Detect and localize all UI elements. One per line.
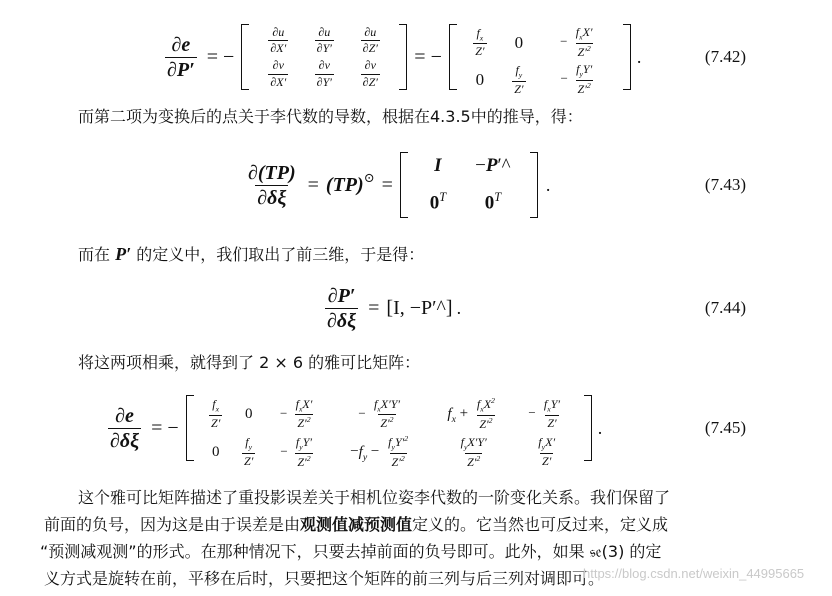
paragraph-4-line-4: 义方式是旋转在前，平移在后时，只要把这个矩阵的前三列与后三列对调即可。 <box>44 569 605 588</box>
eq743-lhs: $\frac{\partial(TP)}{\partial\delta\xi}$ <box>248 161 296 209</box>
eq743-matrix: I −P′^ $0^T$ $0^T$ <box>400 152 538 218</box>
equation-7-42: $\frac{\partial e}{\partial P'}$ = − $\frac{\partial u}{\partial X'}$ $\frac{\partial u}{\partial Y'}$ $\frac{\partial u}{\partial Z'}$ $\frac{\partial v}{\partial X'}$ $\frac{\partial v}{\partial Y'}$ $\frac{\partial v}{\partial Z'}$ = − $\frac{f_x}{Z'}$ 0 − $\frac{f_xX'}{Z'^2}$ 0 $\frac{f_y}{Z'}$ − $\frac{f_yY'}{Z'^2}$ . (7.42) <box>167 25 746 97</box>
eq745-lhs: $\frac{\partial e}{\partial\delta\xi}$ <box>110 404 140 452</box>
eq742-lhs: $\frac{\partial e}{\partial P'}$ <box>167 33 195 81</box>
equation-7-45: $\frac{\partial e}{\partial\delta\xi}$ = − $\frac{f_x}{Z'}$ 0 − $\frac{f_xX'}{Z'^2}$ − $\frac{f_xX'Y'}{Z'^2}$ $f_x$ + $\frac{f_xX^2}{Z'^2}$ − $\frac{f_xY'}{Z'}$ 0 $\frac{f_y}{Z'}$ − $\frac{f_yY'}{Z'^2}$ $-f_y$ − $\frac{f_yY'^2}{Z'^2}$ $\frac{f_yX'Y'}{Z'^2}$ $\frac{f_yX'}{Z'}$ . (7.45) <box>110 396 746 470</box>
eq742-partials-matrix: $\frac{\partial u}{\partial X'}$ $\frac{\partial u}{\partial Y'}$ $\frac{\partial u}{\partial Z'}$ $\frac{\partial v}{\partial X'}$ $\frac{\partial v}{\partial Y'}$ $\frac{\partial v}{\partial Z'}$ <box>241 24 407 90</box>
equation-number: (7.44) <box>704 298 746 317</box>
bold-phrase: 观测值减预测值 <box>300 515 413 534</box>
eq742-result-matrix: $\frac{f_x}{Z'}$ 0 − $\frac{f_xX'}{Z'^2}$ 0 $\frac{f_y}{Z'}$ − $\frac{f_yY'}{Z'^2}$ <box>449 24 631 90</box>
equation-number: (7.42) <box>704 47 746 66</box>
paragraph-4-line-1: 这个雅可比矩阵描述了重投影误差关于相机位姿李代数的一阶变化关系。我们保留了 <box>78 488 671 507</box>
paragraph-4-line-3: “预测减观测”的形式。在那种情况下，只要去掉前面的负号即可。此外，如果 𝔰𝔢(3) 的定 <box>40 542 662 561</box>
equation-7-44: $\frac{\partial P'}{\partial\delta\xi}$ = [I, −P′^] . (7.44) <box>327 284 746 332</box>
paragraph-2: 而在 P′ 的定义中，我们取出了前三维，于是得： <box>78 244 425 264</box>
equation-number: (7.43) <box>704 175 746 194</box>
paragraph-1: 而第二项为变换后的点关于李代数的导数，根据在4.3.5中的推导，得： <box>78 107 583 126</box>
equation-7-43: $\frac{\partial(TP)}{\partial\delta\xi}$ = (TP) ⊙ = I −P′^ $0^T$ $0^T$ . (7.43) <box>0 150 832 220</box>
watermark: https://blog.csdn.net/weixin_44995665 <box>583 566 805 581</box>
paragraph-3: 将这两项相乘，就得到了 2 × 6 的雅可比矩阵： <box>78 353 421 372</box>
equation-number: (7.45) <box>704 418 746 437</box>
paragraph-4-line-2: 前面的负号，因为这是由于误差是由观测值减预测值定义的。它当然也可反过来，定义成 <box>44 515 669 534</box>
eq745-jacobian-matrix: $\frac{f_x}{Z'}$ 0 − $\frac{f_xX'}{Z'^2}$ − $\frac{f_xX'Y'}{Z'^2}$ $f_x$ + $\frac{f_xX^2}{Z'^2}$ − $\frac{f_xY'}{Z'}$ 0 $\frac{f_y}{Z'}$ − $\frac{f_yY'}{Z'^2}$ $-f_y$ − $\frac{f_yY'^2}{Z'^2}$ $\frac{f_yX'Y'}{Z'^2}$ $\frac{f_yX'}{Z'}$ <box>186 395 592 461</box>
eq744-rhs: [I, −P′^] <box>386 296 453 319</box>
eq744-lhs: $\frac{\partial P'}{\partial\delta\xi}$ <box>327 284 357 332</box>
